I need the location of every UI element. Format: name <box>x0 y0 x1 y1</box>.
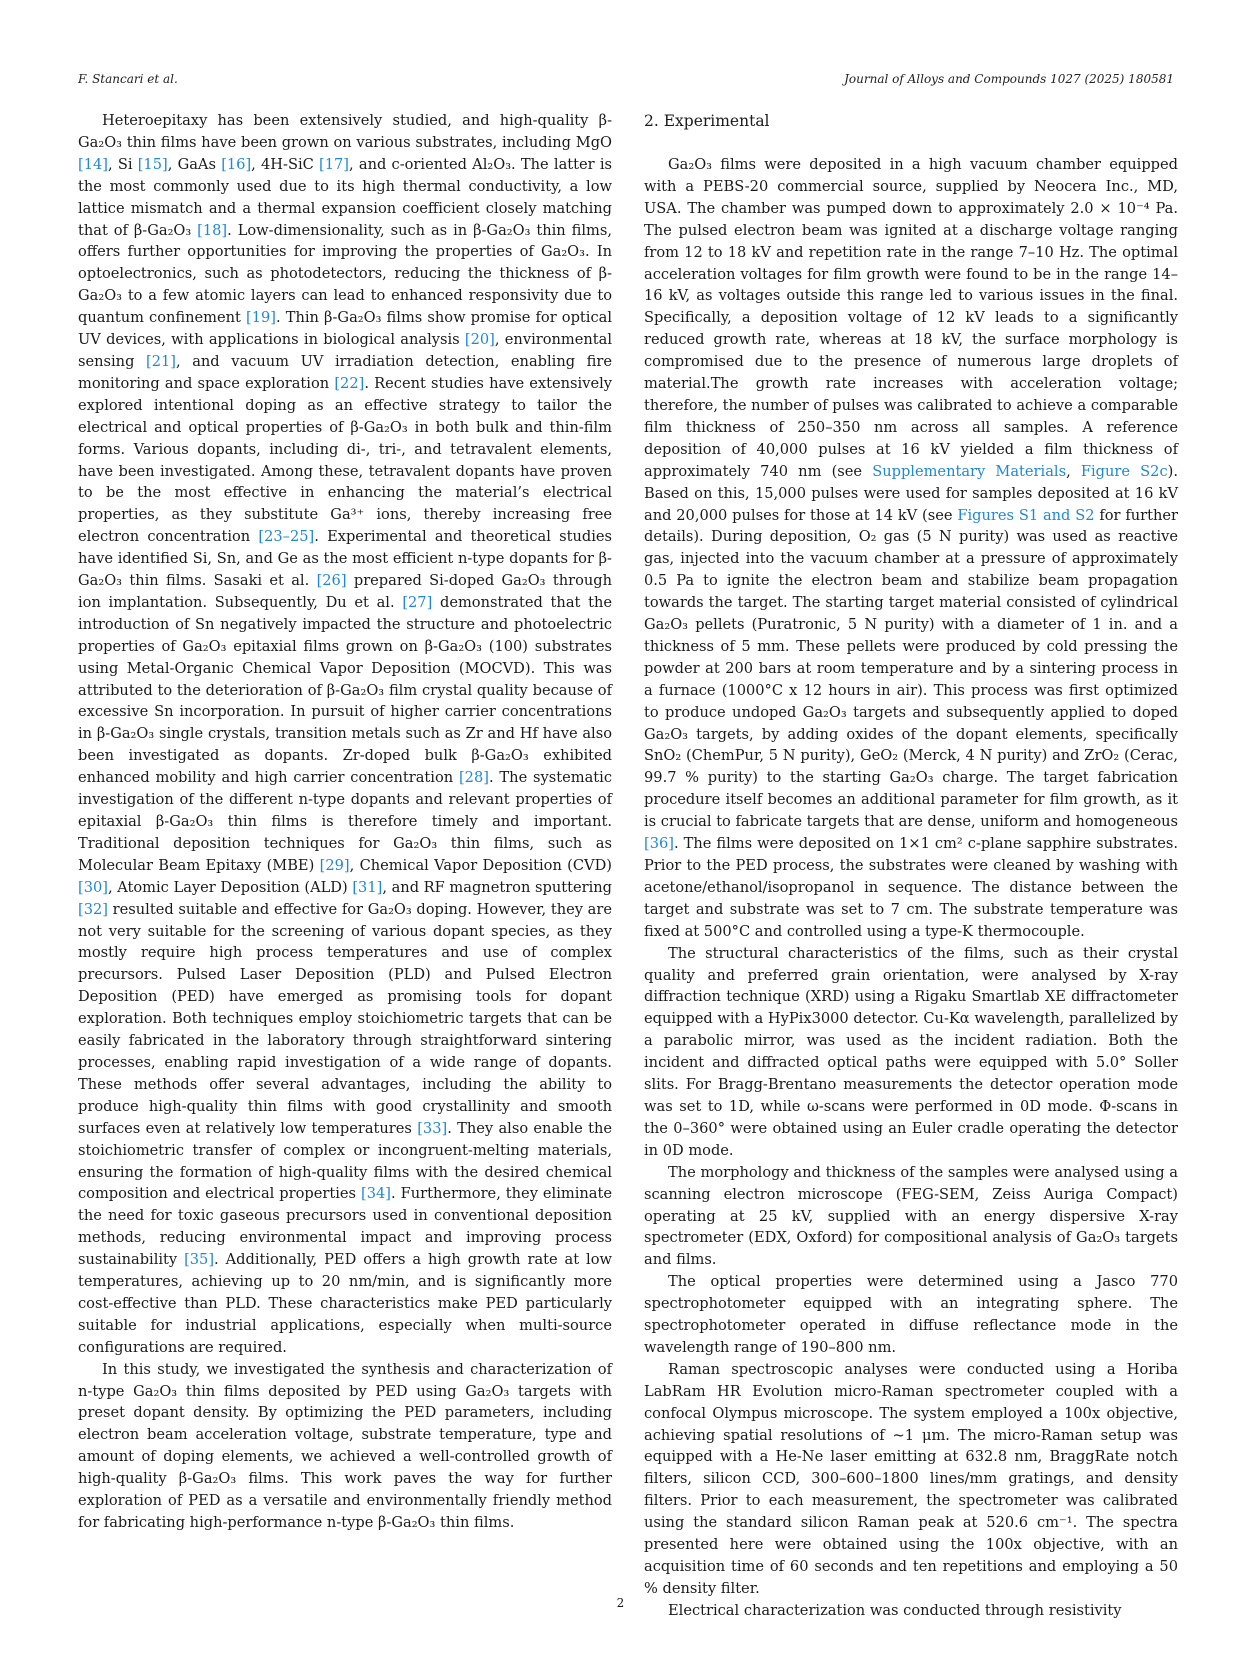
citation-link[interactable]: [35] <box>184 1251 215 1269</box>
text-run: ). Based on this, 15,000 pulses were used for samples deposited at 16 kV and 20,000 pulses for those at 14 kV (see <box>644 462 1178 524</box>
text-run: In this study, we investigated the synthesis and characterization of n-type Ga₂O₃ thin films deposited by PED using Ga₂O₃ targets with preset dopant density. By optimizing the PED parameters, including electron beam acceleration voltage, substrate temperature, type and amount of doping elements, we achieved a well-controlled growth of high-quality β-Ga₂O₃ films. This work paves the way for further exploration of PED as a versatile and environmentally friendly method for fabricating high-performance n-type β-Ga₂O₃ thin films. <box>78 1360 612 1531</box>
text-run: prepared Si-doped Ga₂O₃ through ion implantation. Subsequently, Du et al. <box>78 572 612 611</box>
running-head-authors: F. Stancari et al. <box>78 72 178 86</box>
text-run: . Thin β-Ga₂O₃ films show promise for optical UV devices, with applications in biological analysis <box>78 309 612 349</box>
citation-link[interactable]: [22] <box>334 374 365 392</box>
citation-link[interactable]: [31] <box>352 878 383 896</box>
citation-link[interactable]: [19] <box>246 309 276 327</box>
citation-link[interactable]: [17] <box>319 155 349 173</box>
citation-link[interactable]: [27] <box>402 593 433 611</box>
running-head-journal: Journal of Alloys and Compounds 1027 (2025) 180581 <box>844 72 1174 86</box>
citation-link[interactable]: Figure S2c <box>1080 462 1168 480</box>
text-run: , Atomic Layer Deposition (ALD) <box>107 878 353 896</box>
citation-link[interactable]: Supplementary Materials <box>872 462 1067 480</box>
text-run: demonstrated that the introduction of Sn negatively impacted the structure and photoelectric properties of Ga₂O₃ epitaxial films grown on β-Ga₂O₃ (100) substrates using Metal-Organic Chemical Vapor Deposition (MOCVD). This was attributed to the deterioration of β-Ga₂O₃ film crystal quality because of excessive Sn incorporation. In pursuit of higher carrier concentrations in β-Ga₂O₃ single crystals, transition metals such as Zr and Hf have also been investigated as dopants. Zr-doped bulk β-Ga₂O₃ exhibited enhanced mobility and high carrier concentration <box>78 593 612 787</box>
text-run: Electrical characterization was conducted through resistivity <box>668 1601 1122 1619</box>
text-run: for further details). During deposition, O₂ gas (5 N purity) was used as reactive gas, injected into the vacuum chamber at a pressure of approximately 0.5 Pa to ignite the electron beam and stabilize beam propagation towards the target. The starting target material consisted of cylindrical Ga₂O₃ pellets (Puratronic, 5 N purity) with a diameter of 1 in. and a thickness of 5 mm. These pellets were produced by cold pressing the powder at 200 bars at room temperature and by a sintering process in a furnace (1000°C x 12 hours in air). This process was first optimized to produce undoped Ga₂O₃ targets and subsequently applied to doped Ga₂O₃ targets, by adding oxides of the dopant elements, specifically SnO₂ (ChemPur, 5 N purity), GeO₂ (Merck, 4 N purity) and ZrO₂ (Cerac, 99.7 % purity) to the starting Ga₂O₃ charge. The target fabrication procedure itself becomes an additional parameter for film growth, as it is crucial to fabricate targets that are dense, uniform and homogeneous <box>644 506 1179 831</box>
text-run: , Si <box>107 155 138 173</box>
text-run: . Experimental and theoretical studies have identified Si, Sn, and Ge as the most efficient n-type dopants for β-Ga₂O₃ thin films. Sasaki et al. <box>78 528 612 590</box>
citation-link[interactable]: [15] <box>137 155 168 173</box>
text-run: . The films were deposited on 1×1 cm² c-plane sapphire substrates. Prior to the PED process, the substrates were cleaned by washing with acetone/ethanol/isopropanol in sequence. The distance between the target and substrate was set to 7 cm. The substrate temperature was fixed at 500°C and controlled using a type-K thermocouple. <box>644 835 1178 940</box>
paragraph <box>78 1359 612 1534</box>
text-run: . Furthermore, they eliminate the need for toxic gaseous precursors used in conventional deposition methods, reducing environmental impact and improving process sustainability <box>78 1185 612 1269</box>
right-column <box>644 110 1178 1622</box>
text-run: , environmental sensing <box>78 331 613 370</box>
citation-link[interactable]: [18] <box>197 221 228 239</box>
citation-link[interactable]: [21] <box>146 352 176 370</box>
paragraph <box>644 1162 1178 1272</box>
text-run: . The systematic investigation of the different n-type dopants and relevant properties of epitaxial β-Ga₂O₃ thin films is therefore timely and important. Traditional deposition techniques for Ga₂O₃ thin films, such as Molecular Beam Epitaxy (MBE) <box>78 769 613 874</box>
citation-link[interactable]: [28] <box>458 769 489 787</box>
text-run: Raman spectroscopic analyses were conducted using a Horiba LabRam HR Evolution micro-Raman spectrometer coupled with a confocal Olympus microscope. The system employed a 100x objective, achieving spatial resolutions of ~1 μm. The micro-Raman setup was equipped with a He-Ne laser emitting at 632.8 nm, BraggRate notch filters, silicon CCD, 300–600–1800 lines/mm gratings, and density filters. Prior to each measurement, the spectrometer was calibrated using the standard silicon Raman peak at 520.6 cm⁻¹. The spectra presented here were obtained using the 100x objective, with an acquisition time of 60 seconds and ten repetitions and employing a 50 % density filter. <box>644 1360 1178 1597</box>
citation-link[interactable]: [20] <box>464 331 495 349</box>
text-run: . Additionally, PED offers a high growth rate at low temperatures, achieving up to 20 nm/min, and is significantly more cost-effective than PLD. These characteristics make PED particularly suitable for industrial applications, especially when multi-source configurations are required. <box>78 1251 612 1356</box>
citation-link[interactable]: Figures S1 and S2 <box>957 506 1095 524</box>
citation-link[interactable]: [34] <box>361 1185 391 1203</box>
text-run: The morphology and thickness of the samples were analysed using a scanning electron microscope (FEG-SEM, Zeiss Auriga Compact) operating at 25 kV, supplied with an energy dispersive X-ray spectrometer (EDX, Oxford) for compositional analysis of Ga₂O₃ targets and films. <box>644 1163 1178 1269</box>
text-run: , GaAs <box>167 155 222 173</box>
page-number: 2 <box>616 1596 625 1610</box>
text-run: , and vacuum UV irradiation detection, enabling fire monitoring and space exploration <box>78 352 613 392</box>
text-run: , 4H-SiC <box>251 155 320 173</box>
text-run: resulted suitable and effective for Ga₂O₃ doping. However, they are not very suitable for the screening of various dopant species, as they mostly require high process temperatures and use of complex precursors. Pulsed Laser Deposition (PLD) and Pulsed Electron Deposition (PED) have emerged as promising tools for dopant exploration. Both techniques employ stoichiometric targets that can be easily fabricated in the laboratory through straightforward sintering processes, enabling rapid investigation of a wide range of dopants. These methods offer several advantages, including the ability to produce high-quality thin films with good crystallinity and smooth surfaces even at relatively low temperatures <box>78 900 612 1137</box>
citation-link[interactable]: [33] <box>417 1119 448 1137</box>
citation-link[interactable]: [16] <box>221 155 252 173</box>
citation-link[interactable]: [36] <box>644 835 674 853</box>
paragraph <box>644 943 1178 1162</box>
text-run: . Low-dimensionality, such as in β-Ga₂O₃ thin films, offers further opportunities for improving the properties of Ga₂O₃. In optoelectronics, such as photodetectors, reducing the thickness of β-Ga₂O₃ to a few atomic layers can lead to enhanced responsivity due to quantum confinement <box>78 221 612 327</box>
text-run: Ga₂O₃ films were deposited in a high vacuum chamber equipped with a PEBS-20 commercial source, supplied by Neocera Inc., MD, USA. The chamber was pumped down to approximately 2.0 × 10⁻⁴ Pa. The pulsed electron beam was ignited at a discharge voltage ranging from 12 to 18 kV and repetition rate in the range 7–10 Hz. The optimal acceleration voltages for film growth were found to be in the range 14–16 kV, as voltages outside this range led to various issues in the final. Specifically, a deposition voltage of 12 kV leads to a significantly reduced growth rate, whereas at 18 kV, the surface morphology is compromised due to the presence of numerous large droplets of material.The growth rate increases with acceleration voltage; therefore, the number of pulses was calibrated to achieve a comparable film thickness of 250–350 nm across all samples. A reference deposition of 40,000 pulses at 16 kV yielded a film thickness of approximately 740 nm (see <box>644 156 1178 480</box>
text-run: The optical properties were determined using a Jasco 770 spectrophotometer equipped with an integrating sphere. The spectrophotometer operated in diffuse reflectance mode in the wavelength range of 190–800 nm. <box>644 1273 1178 1356</box>
paragraph <box>644 1271 1178 1359</box>
paragraph <box>644 154 1178 943</box>
text-run: , <box>1066 462 1081 480</box>
text-run: The structural characteristics of the films, such as their crystal quality and preferred grain orientation, were analysed by X-ray diffraction technique (XRD) using a Rigaku Smartlab XE diffractometer equipped with a HyPix3000 detector. Cu-Kα wavelength, parallelized by a parabolic mirror, was used as the incident radiation. Both the incident and diffracted optical paths were equipped with 5.0° Soller slits. For Bragg-Brentano measurements the detector operation mode was set to 1D, while ω-scans were performed in 0D mode. Φ-scans in the 0–360° were obtained using an Euler cradle operating the detector in 0D mode. <box>644 944 1178 1159</box>
citation-link[interactable]: [26] <box>316 572 347 590</box>
text-run: , Chemical Vapor Deposition (CVD) <box>349 856 612 874</box>
text-run: , and c-oriented Al₂O₃. The latter is the most commonly used due to its high thermal conductivity, a low lattice mismatch and a thermal expansion coefficient closely matching that of β-Ga₂O₃ <box>78 155 612 239</box>
text-run: . Recent studies have extensively explored intentional doping as an effective strategy to tailor the electrical and optical properties of β-Ga₂O₃ in both bulk and thin-film forms. Various dopants, including di-, tri-, and tetravalent elements, have been investigated. Among these, tetravalent dopants have proven to be the most effective in enhancing the material’s electrical properties, as they substitute Ga³⁺ ions, thereby increasing free electron concentration <box>78 374 613 546</box>
citation-link[interactable]: [14] <box>78 155 108 173</box>
left-column <box>78 110 612 1534</box>
citation-link[interactable]: [32] <box>78 900 108 918</box>
section-heading: 2. Experimental <box>644 112 770 130</box>
text-run: Heteroepitaxy has been extensively studied, and high-quality β-Ga₂O₃ thin films have been grown on various substrates, including MgO <box>78 112 612 151</box>
citation-link[interactable]: [29] <box>319 856 350 874</box>
citation-link[interactable]: [30] <box>78 878 108 896</box>
text-run: , and RF magnetron sputtering <box>382 878 612 896</box>
text-run: . They also enable the stoichiometric transfer of complex or incongruent-melting materials, ensuring the formation of high-quality films with the desired chemical composition and electrical properties <box>78 1119 612 1203</box>
paragraph <box>644 1359 1178 1600</box>
paragraph <box>78 110 612 1359</box>
citation-link[interactable]: [23–25] <box>258 528 315 546</box>
